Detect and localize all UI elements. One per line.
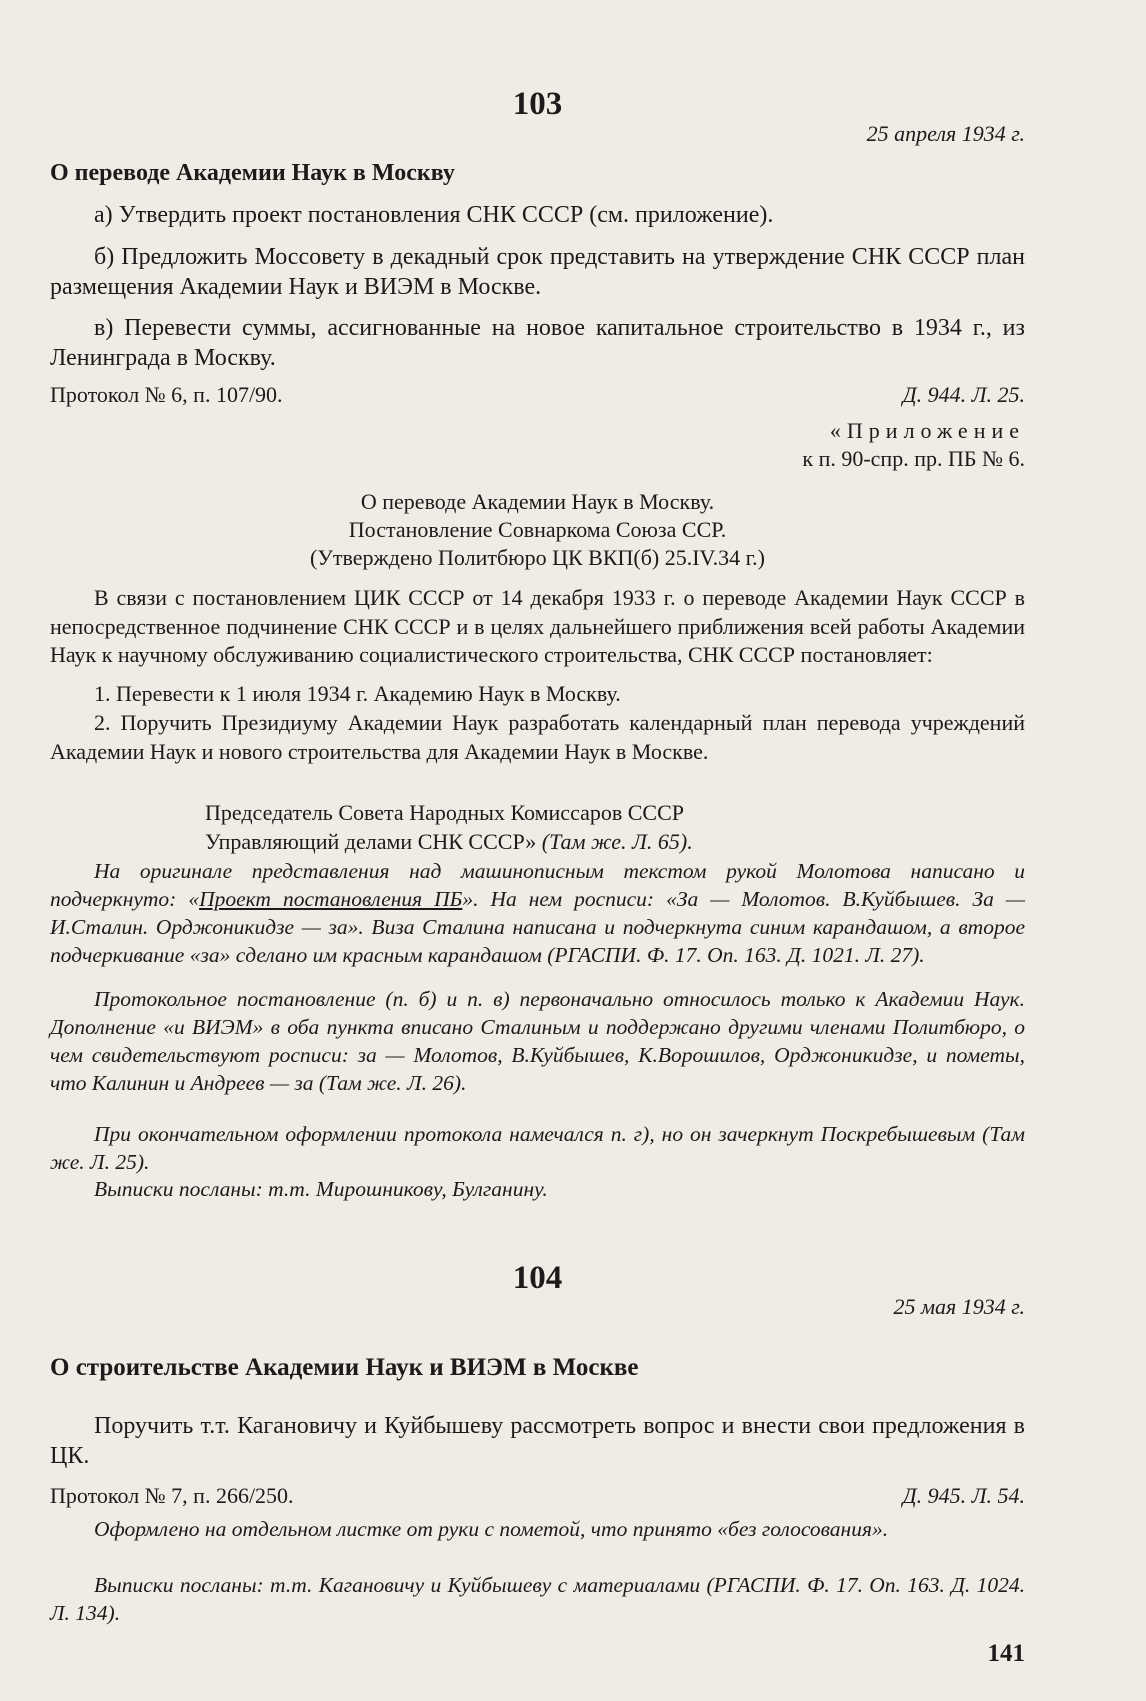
protocol-ref-104: Протокол № 7, п. 266/250. [50, 1483, 294, 1508]
resolution-title-3: (Утверждено Политбюро ЦК ВКП(б) 25.IV.34 г.) [310, 545, 765, 570]
note-1-underlined: Проект постановления ПБ [199, 887, 463, 911]
document-date-103: 25 апреля 1934 г. [866, 121, 1025, 146]
resolution-title-2: Постановление Совнаркома Союза ССР. [348, 517, 727, 542]
document-number-103: 103 [512, 86, 563, 122]
resolution-intro: В связи с постановлением ЦИК СССР от 14 декабря 1933 г. о переводе Академии Наук СССР в непосредственное подчинение СНК СССР и в целях дальнейшего приближения всей работы Академии Наук к научному обслуживанию социалистического строительства, СНК СССР постановляет: [50, 585, 1025, 667]
appendix-ref: к п. 90-спр. пр. ПБ № 6. [802, 446, 1025, 471]
page-number: 141 [987, 1640, 1025, 1667]
item-c: в) Перевести суммы, ассигнованные на новое капитальное строительство в 1934 г., из Ленинграда в Москву. [50, 315, 1025, 371]
editorial-note-4: Выписки посланы: т.т. Мирошникову, Булганину. [94, 1177, 548, 1201]
resolution-point-1: 1. Перевести к 1 июля 1934 г. Академию Наук в Москву. [94, 681, 621, 706]
document-title-104: О строительстве Академии Наук и ВИЭМ в Москве [50, 1354, 639, 1381]
item-b: б) Предложить Моссовету в декадный срок представить на утверждение СНК СССР план размещения Академии Наук и ВИЭМ в Москве. [50, 244, 1025, 300]
editorial-note-3: При окончательном оформлении протокола намечался п. г), но он зачеркнут Поскребышевым (Там же. Л. 25). [50, 1122, 1025, 1174]
signer-2-title: Управляющий делами СНК СССР» [205, 829, 537, 854]
protocol-ref-103: Протокол № 6, п. 107/90. [50, 382, 283, 407]
note-1-part-a: На оригинале представления над машинописным текстом рукой Молотова написано и подчеркнуто: « [50, 859, 1025, 911]
document-date-104: 25 мая 1934 г. [893, 1294, 1025, 1319]
document-body-104: Поручить т.т. Кагановичу и Куйбышеву рассмотреть вопрос и внести свои предложения в ЦК. [50, 1413, 1025, 1469]
appendix-label: «Приложение [829, 418, 1025, 443]
signer-2 [205, 829, 693, 855]
archive-ref-103: Д. 944. Л. 25. [902, 382, 1025, 407]
note-1-part-b: ». На нем росписи: «За — Молотов. В.Куйбышев. За — И.Сталин. Орджоникидзе — за». Виза Сталина написана и подчеркнута синим карандашом, а второе подчеркивание «за» сделано им красным карандашом (РГАСПИ. Ф. 17. Оп. 163. Д. 1021. Л. 27). [50, 887, 1025, 967]
resolution-point-2: 2. Поручить Президиуму Академии Наук разработать календарный план перевода учреждений Академии Наук и нового строительства для Академии Наук в Москве. [50, 710, 1025, 764]
item-a: а) Утвердить проект постановления СНК СССР (см. приложение). [94, 202, 774, 228]
document-title-103: О переводе Академии Наук в Москву [50, 160, 455, 186]
editorial-note-104-1: Оформлено на отдельном листке от руки с пометой, что принято «без голосования». [94, 1517, 889, 1541]
archive-ref-104: Д. 945. Л. 54. [902, 1483, 1025, 1508]
signer-1: Председатель Совета Народных Комиссаров СССР [205, 800, 685, 825]
document-page [50, 0, 1025, 1701]
editorial-note-1 [50, 857, 1025, 969]
editorial-note-104-2: Выписки посланы: т.т. Кагановичу и Куйбышеву с материалами (РГАСПИ. Ф. 17. Оп. 163. Д. 1024. Л. 134). [50, 1573, 1025, 1625]
editorial-note-2: Протокольное постановление (п. б) и п. в) первоначально относилось только к Академии Наук. Дополнение «и ВИЭМ» в оба пункта вписано Сталиным и поддержано другими членами Политбюро, о чем свидетельствуют росписи: за — Молотов, В.Куйбышев, К.Ворошилов, Орджоникидзе, и пометы, что Калинин и Андреев — за (Там же. Л. 26). [50, 987, 1025, 1095]
resolution-title-1: О переводе Академии Наук в Москву. [360, 489, 715, 514]
signer-2-ref: (Там же. Л. 65). [541, 829, 693, 854]
document-number-104: 104 [512, 1260, 563, 1296]
